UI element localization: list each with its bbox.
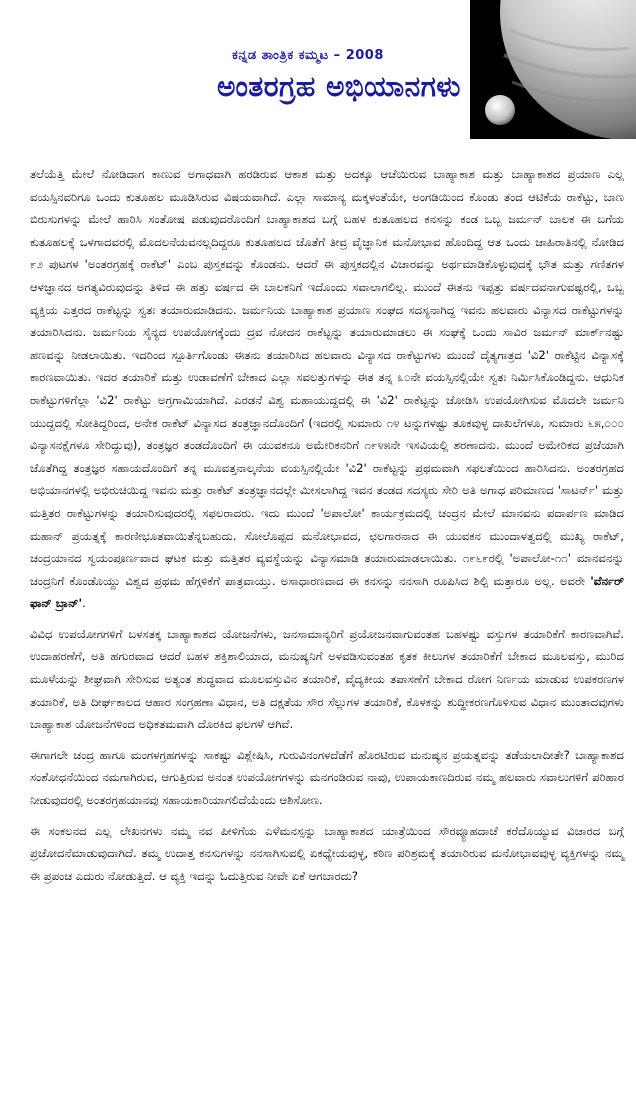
scientist-name: 'ವೆರ್ನರ್ ಫಾನ್ ಬ್ರಾನ್' [30, 573, 624, 611]
article-paragraph-3 [30, 744, 624, 812]
article-paragraph-4 [30, 820, 624, 888]
article-paragraph-2 [30, 623, 624, 736]
planet-photo-svg [470, 0, 636, 139]
paragraph-tail: . [82, 596, 86, 611]
paragraph-text: ಈಗಾಗಲೇ ಚಂದ್ರ ಹಾಗೂ ಮಂಗಳಗ್ರಹಗಳನ್ನು ಸಾಕಷ್ಟು ವಿಶ್ಲೇಷಿಸಿ, ಗುರುವಿನಂಗಳದೆಡೆಗೆ ಹೊರಟಿರುವ ಮನುಷ್ಯನ ಪ್ರಯತ್ನವನ್ನು ತಡೆಯಲಾದೀತೇ? ಬಾಹ್ಯಾಕಾಶದ ಸಂಶೋಧನೆಯಿಂದ ನಮಗಾಗಿರುವ, ಆಗುತ್ತಿರುವ ಅನಂತ ಉಪಯೋಗಗಳನ್ನು ಮನಗಂಡಿರುವ ನಾವು, ಉಪಾಯಕಾಣದಿರುವ ನಮ್ಮ ಹಲವಾರು ಸವಾಲುಗಳಿಗೆ ಪರಿಹಾರ ನೀಡುವುದರಲ್ಲಿ ಅಂತರಗ್ರಹಯಾನವು ಸಹಾಯಕಾರಿಯಾಗಲಿದೆಯೆಂದು ಆಶಿಸೋಣ. [30, 747, 624, 808]
paragraph-text: ವಿವಿಧ ಉಪಯೋಗಗಳಿಗೆ ಬಳಸತಕ್ಕ ಬಾಹ್ಯಾಕಾಶದ ಯೋಜನೆಗಳು, ಜನಸಾಮಾನ್ಯರಿಗೆ ಪ್ರಯೋಜನವಾಗುವಂತಹ ಬಹಳಷ್ಟು ವಸ್ತುಗಳ ತಯಾರಿಕೆಗೆ ಕಾರಣವಾಗಿವೆ. ಉದಾಹರಣೆಗೆ, ಅತಿ ಹಗುರವಾದ ಆದರೆ ಬಹಳ ಶಕ್ತಿಶಾಲಿಯಾದ, ಮನುಷ್ಯನಿಗೆ ಅಳವಡಿಸುವಂತಹ ಕೃತಕ ಕೀಲುಗಳ ತಯಾರಿಕೆಗೆ ಬೇಕಾದ ಮೂಲವಸ್ತು, ಮುರಿದ ಮೂಳೆಯನ್ನು ಶೀಘ್ರವಾಗಿ ಸೇರಿಸುವ ಅತ್ಯಂತ ಶುದ್ಧವಾದ ಮೂಲವಸ್ತುವಿನ ತಯಾರಿಕೆ, ವೈದ್ಯಕೀಯ ತಪಾಸಣೆಗೆ ಬೇಕಾದ ರೋಗ ನಿರ್ಣಯ ಮಾಡುವ ಉಪಕರಣಗಳ ತಯಾರಿಕೆ, ಅತಿ ದೀರ್ಘಕಾಲದ ಆಹಾರ ಸಂಗ್ರಹಣಾ ವಿಧಾನ, ಅತಿ ದಕ್ಷತೆಯ ಸೌರ ಸೆಲ್ಲುಗಳ ತಯಾರಿಕೆ, ಕೊಳಕನ್ನು ಶುದ್ಧೀಕರಣಗೊಳಿಸುವ ವಿಧಾನ ಮುಂತಾದವುಗಳು ಬಾಹ್ಯಾಕಾಶ ಯೋಜನೆಗಳಿಂದ ಅಧಿಕತಮವಾಗಿ ದೊರಕಿದ ಫಲಗಳೆ ಆಗಿವೆ. [30, 626, 624, 732]
article-body [30, 163, 624, 895]
paragraph-text: ತಲೆಯೆತ್ತಿ ಮೇಲೆ ನೋಡಿದಾಗ ಕಾಣುವ ಅಗಾಧವಾಗಿ ಹರಡಿರುವ ಆಕಾಶ ಮತ್ತು ಅದಕ್ಕೂ ಆಚೆಯಿರುವ ಬಾಹ್ಯಾಕಾಶ ಮತ್ತು ಬಾಹ್ಯಾಕಾಶದ ಪ್ರಯಾಣ ಎಲ್ಲ ವಯಸ್ಸಿನವರಿಗೂ ಒಂದು ಕುತೂಹಲ ಮೂಡಿಸಿರುವ ವಿಷಯವಾಗಿದೆ. ಎಲ್ಲಾ ಸಾಮಾನ್ಯ ಮಕ್ಕಳಂತೆಯೇ, ಅಂಗಡಿಯಿಂದ ಕೊಂಡು ತಂದ ಆಟಿಕೆಯ ರಾಕೆಟ್ಟು, ಬಾಣ ಬಿರುಸುಗಳನ್ನು ಮೇಲೆ ಹಾರಿಸಿ ಸಂತೋಷ ಪಡುವುದರೊಂದಿಗೆ ಬಾಹ್ಯಾಕಾಶದ ಬಗ್ಗೆ ಬಹಳ ಕುತೂಹಲದ ಕನಸನ್ನು ಕಂಡ ಒಬ್ಬ ಜರ್ಮನ್ ಬಾಲಕ ಈ ಬಗೆಯ ಕುತೂಹಲಕ್ಕೆ ಒಳಗಾದವರಲ್ಲಿ ಮೊದಲನೆಯವನಲ್ಲದಿದ್ದರೂ ಕುತೂಹಲದ ಜೊತೆಗೆ ತೀವ್ರ ವೈಜ್ಞಾನಿಕ ಮನೋಭಾವ ಹೊಂದಿದ್ದ ಆತ ಒಂದು ಜಾಹಿರಾತಿನಲ್ಲಿ ನೋಡಿದ ೯೨ ಪುಟಗಳ 'ಅಂತರಗ್ರಹಕ್ಕೆ ರಾಕೆಟ್' ಎಂಬ ಪುಸ್ತಕವನ್ನು ಕೊಂಡನು. ಆದರೆ ಈ ಪುಸ್ತಕದಲ್ಲಿನ ವಿಚಾರವನ್ನು ಅರ್ಥಮಾಡಿಕೊಳ್ಳುವುದಕ್ಕೆ ಭೌತ ಮತ್ತು ಗಣಿತಗಳ ಆಳಜ್ಞಾನದ ಅಗತ್ಯವಿರುವುದನ್ನು ತಿಳಿದ ಈ ಹತ್ತು ವರ್ಷದ ಈ ಬಾಲಕನಿಗೆ ಇದೊಂದು ಸವಾಲಾಗಲಿಲ್ಲ. ಮುಂದೆ ಈತನು ಇಪ್ಪತ್ತು ವರ್ಷದವನಾಗುವಷ್ಟರಲ್ಲಿ, ಒಬ್ಬ ವ್ಯಕ್ತಿಯ ಎತ್ತರದ ರಾಕೆಟ್ಟನ್ನು ಸ್ವತಃ ತಯಾರುಮಾಡಿದನು. ಜರ್ಮನಿಯ ಬಾಹ್ಯಾಕಾಶ ಪ್ರಯಾಣ ಸಂಘದ ಸದಸ್ಯನಾಗಿದ್ದ ಇವನು ಹಲವಾರು ವಿನ್ಯಾಸದ ರಾಕೆಟ್ಟುಗಳನ್ನು ತಯಾರಿಸಿದನು. ಜರ್ಮನಿಯ ಸೈನ್ಯದ ಉಪಯೋಗಕ್ಕೆಂದು ದ್ರವ ನೋದನ ರಾಕೆಟ್ಟನ್ನು ತಯಾರುಮಾಡಲು ಈ ಸಂಘಕ್ಕೆ ಒಂದು ಸಾವಿರ ಜರ್ಮನ್ ಮಾರ್ಕ್‌ನಷ್ಟು ಹಣವನ್ನು ನೀಡಲಾಯಿತು. ಇದರಿಂದ ಸ್ಪೂರ್ತಿಗೊಂಡು ಈತನು ತಯಾರಿಸಿದ ಹಲವಾರು ವಿನ್ಯಾಸದ ರಾಕೆಟ್ಟುಗಳು ಮುಂದೆ ದೈತ್ಯಗಾತ್ರದ 'ವಿ2' ರಾಕೆಟ್ಟಿನ ವಿನ್ಯಾಸಕ್ಕೆ ಕಾರಣವಾಯಿತು. ಇದರ ತಯಾರಿಕೆ ಮತ್ತು ಉಡಾವಣೆಗೆ ಬೇಕಾದ ಎಲ್ಲಾ ಸವಲತ್ತುಗಳನ್ನು ಈತ ತನ್ನ ೩೦ನೇ ವಯಸ್ಸಿನಲ್ಲಿಯೇ ಸ್ವತಃ ನಿರ್ಮಿಸಿಕೊಂಡಿದ್ದನು. ಆಧುನಿಕ ರಾಕೆಟ್ಟುಗಳಿಗೆಲ್ಲಾ 'ವಿ2' ರಾಕೆಟ್ಟು ಅಗ್ರಗಾಮಿಯಾಗಿದೆ. ಎರಡನೆ ವಿಶ್ವ ಮಹಾಯುದ್ದದಲ್ಲಿ ಈ 'ವಿ2' ರಾಕೆಟ್ಟನ್ನು ಜೋಡಿಸಿ ಉಪಯೋಗಿಸುವ ಮೊದಲೇ ಜರ್ಮನಿ ಯುದ್ದದಲ್ಲಿ ಸೋತಿದ್ದರಿಂದ, ಅನೇಕ ರಾಕೆಟ್ ವಿನ್ಯಾಸದ ತಂತ್ರಜ್ಞಾನದೊಂದಿಗೆ (ಇದರಲ್ಲಿ ಸುಮಾರು ೧೪ ಟನ್ನುಗಳಷ್ಟು ತೂಕವುಳ್ಳ ದಾಖಲೆಗಳೂ, ಸುಮಾರು ೬೫,೦೦೦ ವಿನ್ಯಾಸನಕ್ಷೆಗಳೂ ಸೇರಿದ್ದುವು), ತಂತ್ರಜ್ಞರ ತಂಡದೊಂದಿಗೆ ಈ ಯುವಕನೂ ಅಮೇರಿಕನರಿಗೆ ೧೯೪೫ನೇ ಇಸವಿಯಲ್ಲಿ ಶರಣಾದನು. ಮುಂದೆ ಅಮೇರಿಕದ ಪ್ರಜೆಯಾಗಿ ಜೊತೆಗಿದ್ದ ತಂತ್ರಜ್ಞರ ಸಹಾಯದೊಂದಿಗೆ ತನ್ನ ಮೂವತ್ತನಾಲ್ಕನೆಯ ವಯಸ್ಸಿನಲ್ಲಿಯೇ 'ವಿ2' ರಾಕೆಟ್ಟನ್ನು ಪ್ರಥಮವಾಗಿ ಸಫಲತೆಯಿಂದ ಹಾರಿಸಿದನು. ಅಂತರಗ್ರಹದ ಅಭಿಯಾನಗಳಲ್ಲಿ ಅಭಿರುಚಿಯಿದ್ದ ಇವನು ಮತ್ತು ರಾಕೆಟ್ ತಂತ್ರಜ್ಞಾನದಲ್ಲೇ ಮೀಸಲಾಗಿದ್ದ ಇವನ ತಂಡದ ಸದಸ್ಯರು ಸೇರಿ ಅತಿ ಅಗಾಧ ಪರಿಮಾಣದ 'ಸಾಟರ್ನ್' ಮತ್ತು ಮತ್ತಿತರ ರಾಕೆಟ್ಟುಗಳನ್ನು ತಯಾರಿಸುವುದರಲ್ಲಿ ಸಫಲರಾದರು. ಇದು ಮುಂದೆ 'ಅಪಾಲೋ' ಕಾರ್ಯಕ್ರಮದಲ್ಲಿ ಚಂದ್ರನ ಮೇಲೆ ಮಾನವನು ಪದಾರ್ಪಣ ಮಾಡಿದ ಮಹಾನ್ ಪ್ರಯತ್ನಕ್ಕೆ ಕಾರಣೀಭೂತವಾಯಿತೆನ್ನಬಹುದು. ಸೋಲೊಪ್ಪದ ಮನೋಭಾವದ, ಛಲಗಾರನಾದ ಈ ಯುವಕನ ಮುಂದಾಳತ್ವದಲ್ಲಿ ಮುಖ್ಯ ರಾಕೆಟ್, ಚಂದ್ರಯಾನದ ಸ್ವಯಂಪೂರ್ಣವಾದ ಘಟಕ ಮತ್ತು ಮತ್ತಿತರ ವ್ಯವಸ್ಥೆಯನ್ನು ವಿನ್ಯಾಸಮಾಡಿ ತಯಾರುಮಾಡಲಾಯಿತು. ೧೯೬೯ರಲ್ಲಿ 'ಅಪಾಲೋ-೧೧' ಮಾನವನನ್ನು ಚಂದ್ರನಿಗೆ ಕೊಂಡೊಯ್ದು ವಿಶ್ವದ ಪ್ರಥಮ ಹೆಗ್ಗಳಿಕೆಗೆ ಪಾತ್ರವಾಯ್ತು. ಅಸಾಧಾರಣವಾದ ಈ ಕನಸನ್ನು ನನಸಾಗಿ ರೂಪಿಸಿದ ಶಿಲ್ಪಿ ಮತ್ತಾರೂ ಅಲ್ಲ. ಅವರೇ [30, 167, 624, 588]
workshop-subtitle: ಕನ್ನಡ ತಾಂತ್ರಿಕ ಕಮ್ಮಟ – 2008 [232, 48, 384, 63]
page-header [0, 0, 636, 150]
article-paragraph-1 [30, 163, 624, 615]
planet-photo-icon [470, 0, 636, 139]
page-title: ಅಂತರಗ್ರಹ ಅಭಿಯಾನಗಳು [217, 70, 461, 103]
paragraph-text: ಈ ಸಂಕಲನದ ಎಲ್ಲ ಲೇಖನಗಳು ನಮ್ಮ ನವ ಪೀಳಿಗೆಯ ಎಳೆಮನಸ್ಸನ್ನು ಬಾಹ್ಯಾಕಾಶದ ಯಾತ್ರೆಯಿಂದ ಸೌರವ್ಯೂಹದಾಚೆ ಕರೆದೊಯ್ಯುವ ವಿಚಾರದ ಬಗ್ಗೆ ಪ್ರಚೋದನೆಮಾಡುವುದಾಗಿದೆ. ತಮ್ಮ ಉದಾತ್ತ ಕನಸುಗಳನ್ನು ನನಸಾಗಿಸುವಲ್ಲಿ ಏಕಧ್ಯೇಯವುಳ್ಳ, ಕಠಿಣ ಪರಿಶ್ರಮಕ್ಕೆ ತಯಾರಿರುವ ಮನೋಭಾವವುಳ್ಳ ವ್ಯಕ್ತಿಗಳನ್ನು ನಮ್ಮ ಈ ಪ್ರಪಂಚ ಎದುರು ನೋಡುತ್ತಿದೆ. ಆ ವ್ಯಕ್ತಿ ಇದನ್ನು ಓದುತ್ತಿರುವ ನೀವೇ ಏಕೆ ಆಗಬಾರದು? [30, 823, 624, 883]
